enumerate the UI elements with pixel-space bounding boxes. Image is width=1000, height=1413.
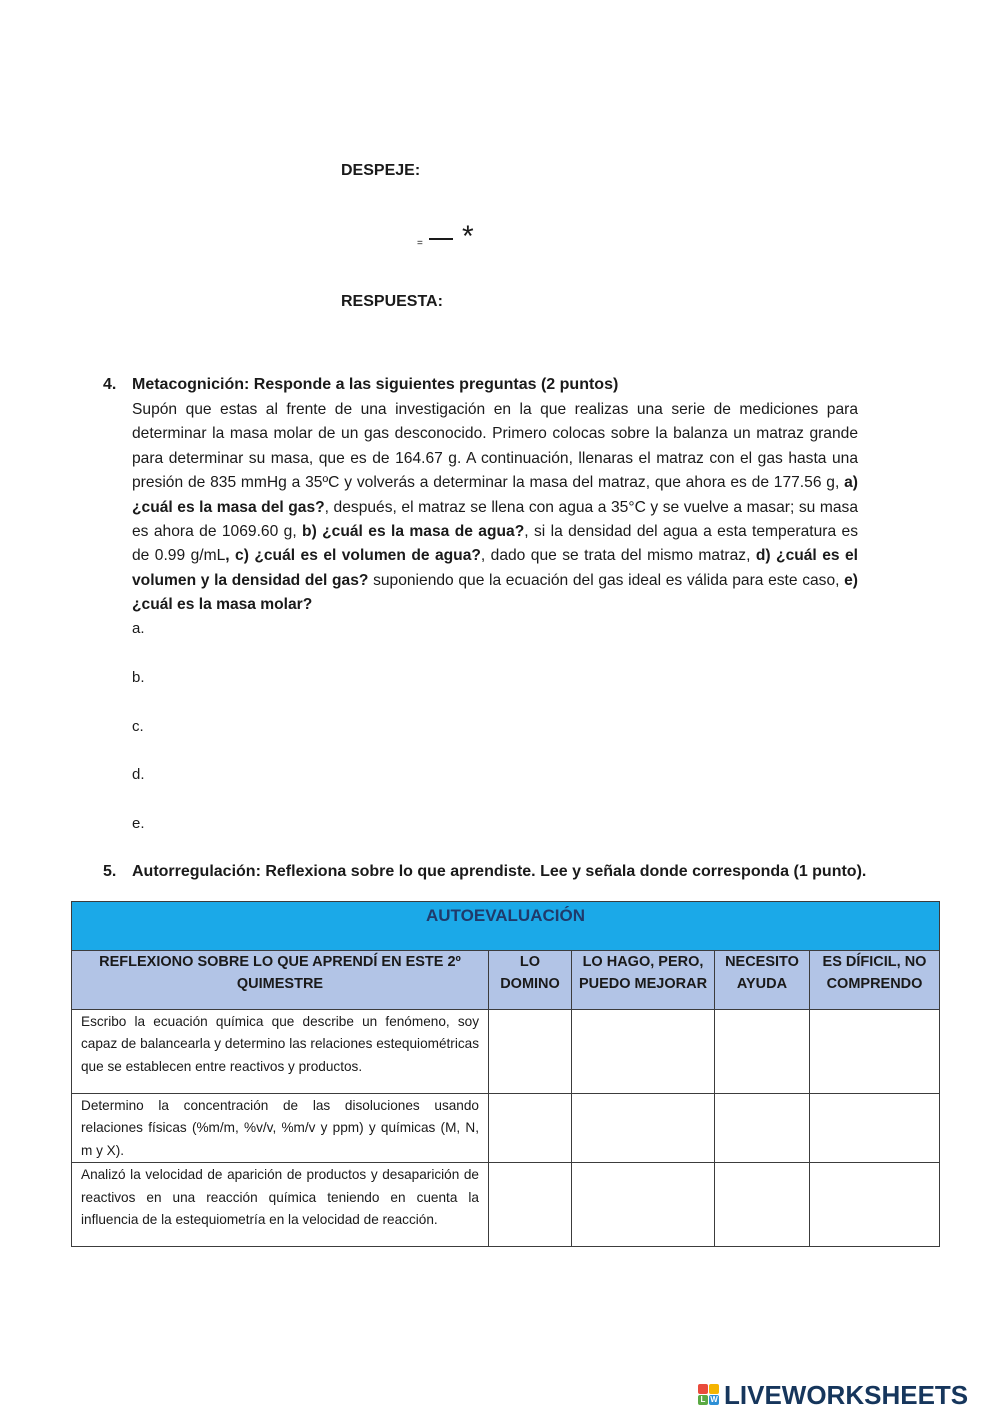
question-4-heading bbox=[0, 376, 1000, 396]
paragraph-text: Supón que estas al frente de una investigación en la que realizas una serie de mediciones para determinar la masa molar de un gas desconocido. Primero colocas sobre la balanza un matraz grande para determinar su masa, que es de 164.67 g. A continuación, llenaras el matraz con el gas hasta una presión de 835 mmHg a 35ºC y volverás a determinar la masa del matraz, que ahora es de 177.56 g, bbox=[132, 401, 858, 492]
paragraph-text: , dado que se trata del mismo matraz, bbox=[480, 547, 756, 565]
header-necesito-ayuda: NECESITO AYUDA bbox=[715, 951, 810, 1010]
row-statement: Escribo la ecuación química que describe un fenómeno, soy capaz de balancearla y determino las relaciones estequiométricas que se establecen entre reactivos y productos. bbox=[72, 1010, 489, 1094]
answer-b-label: b. bbox=[132, 669, 145, 686]
row-statement: Analizó la velocidad de aparición de productos y desaparición de reactivos en una reacción química teniendo en cuenta la influencia de la estequiometría en la velocidad de reacción. bbox=[72, 1163, 489, 1247]
answer-e-label: e. bbox=[132, 815, 145, 832]
paragraph-text: , después, el matraz se llena con agua a 35°C y se vuelve a masar; su masa es ahora de 1069.60 g, bbox=[132, 498, 858, 541]
table-row bbox=[72, 1010, 940, 1094]
despeje-label: DESPEJE: bbox=[341, 162, 421, 179]
check-cell-necesito-ayuda[interactable] bbox=[715, 1010, 810, 1094]
header-lo-hago-puedo-mejorar: LO HAGO, PERO, PUEDO MEJORAR bbox=[572, 951, 715, 1010]
equals-sign: = bbox=[417, 238, 423, 249]
check-cell-puedo-mejorar[interactable] bbox=[572, 1163, 715, 1247]
table-header-row bbox=[72, 951, 940, 1010]
question-5-title: Autorregulación: Reflexiona sobre lo que aprendiste. Lee y señala donde corresponda (1 punto). bbox=[132, 863, 867, 880]
question-5-number: 5. bbox=[103, 863, 117, 880]
paragraph-question-bold: d) ¿cuál es el volumen y la densidad del gas? bbox=[132, 547, 859, 589]
check-cell-lo-domino[interactable] bbox=[489, 1010, 572, 1094]
question-4-number: 4. bbox=[103, 376, 117, 393]
answer-a-label: a. bbox=[132, 620, 145, 637]
asterisk-symbol: * bbox=[462, 220, 474, 253]
check-cell-puedo-mejorar[interactable] bbox=[572, 1010, 715, 1094]
question-4-paragraph bbox=[132, 398, 858, 618]
respuesta-label: RESPUESTA: bbox=[341, 293, 443, 310]
fraction-bar bbox=[429, 238, 453, 240]
liveworksheets-logo[interactable] bbox=[698, 1378, 968, 1412]
liveworksheets-mark-icon bbox=[698, 1384, 720, 1406]
check-cell-es-dificil[interactable] bbox=[810, 1163, 940, 1247]
check-cell-puedo-mejorar[interactable] bbox=[572, 1094, 715, 1163]
header-reflexiono: REFLEXIONO SOBRE LO QUE APRENDÍ EN ESTE 2º QUIMESTRE bbox=[72, 951, 489, 1010]
check-cell-necesito-ayuda[interactable] bbox=[715, 1094, 810, 1163]
liveworksheets-wordmark: LIVEWORKSHEETS bbox=[724, 1379, 969, 1410]
table-row bbox=[72, 1094, 940, 1163]
answer-c-label: c. bbox=[132, 718, 144, 735]
answer-d-label: d. bbox=[132, 766, 145, 783]
check-cell-lo-domino[interactable] bbox=[489, 1094, 572, 1163]
logo-mark-letter: W bbox=[710, 1395, 718, 1404]
paragraph-question-bold: a) ¿cuál es la masa del gas? bbox=[132, 474, 858, 516]
paragraph-text: , si la densidad del agua a esta temperatura es de 0.99 g/mL bbox=[132, 523, 858, 565]
row-statement: Determino la concentración de las disoluciones usando relaciones físicas (%m/m, %v/v, %m/v y ppm) y químicas (M, N, m y X). bbox=[72, 1094, 489, 1163]
paragraph-question-bold: b) ¿cuál es la masa de agua? bbox=[302, 523, 525, 541]
check-cell-es-dificil[interactable] bbox=[810, 1094, 940, 1163]
table-title-row bbox=[72, 902, 940, 951]
table-row bbox=[72, 1163, 940, 1247]
question-4-title: Metacognición: Responde a las siguientes preguntas (2 puntos) bbox=[132, 376, 619, 393]
table-title: AUTOEVALUACIÓN bbox=[72, 902, 940, 951]
check-cell-es-dificil[interactable] bbox=[810, 1010, 940, 1094]
question-5-heading bbox=[0, 863, 1000, 883]
check-cell-lo-domino[interactable] bbox=[489, 1163, 572, 1247]
header-es-dificil: ES DÍFICIL, NO COMPRENDO bbox=[810, 951, 940, 1010]
paragraph-question-bold: , c) ¿cuál es el volumen de agua? bbox=[225, 547, 481, 565]
check-cell-necesito-ayuda[interactable] bbox=[715, 1163, 810, 1247]
header-lo-domino: LO DOMINO bbox=[489, 951, 572, 1010]
paragraph-text: suponiendo que la ecuación del gas ideal es válida para este caso, bbox=[368, 571, 845, 589]
paragraph-question-bold: e) ¿cuál es la masa molar? bbox=[132, 571, 858, 614]
autoevaluacion-table bbox=[71, 901, 940, 1247]
logo-mark-letter: L bbox=[698, 1395, 708, 1405]
